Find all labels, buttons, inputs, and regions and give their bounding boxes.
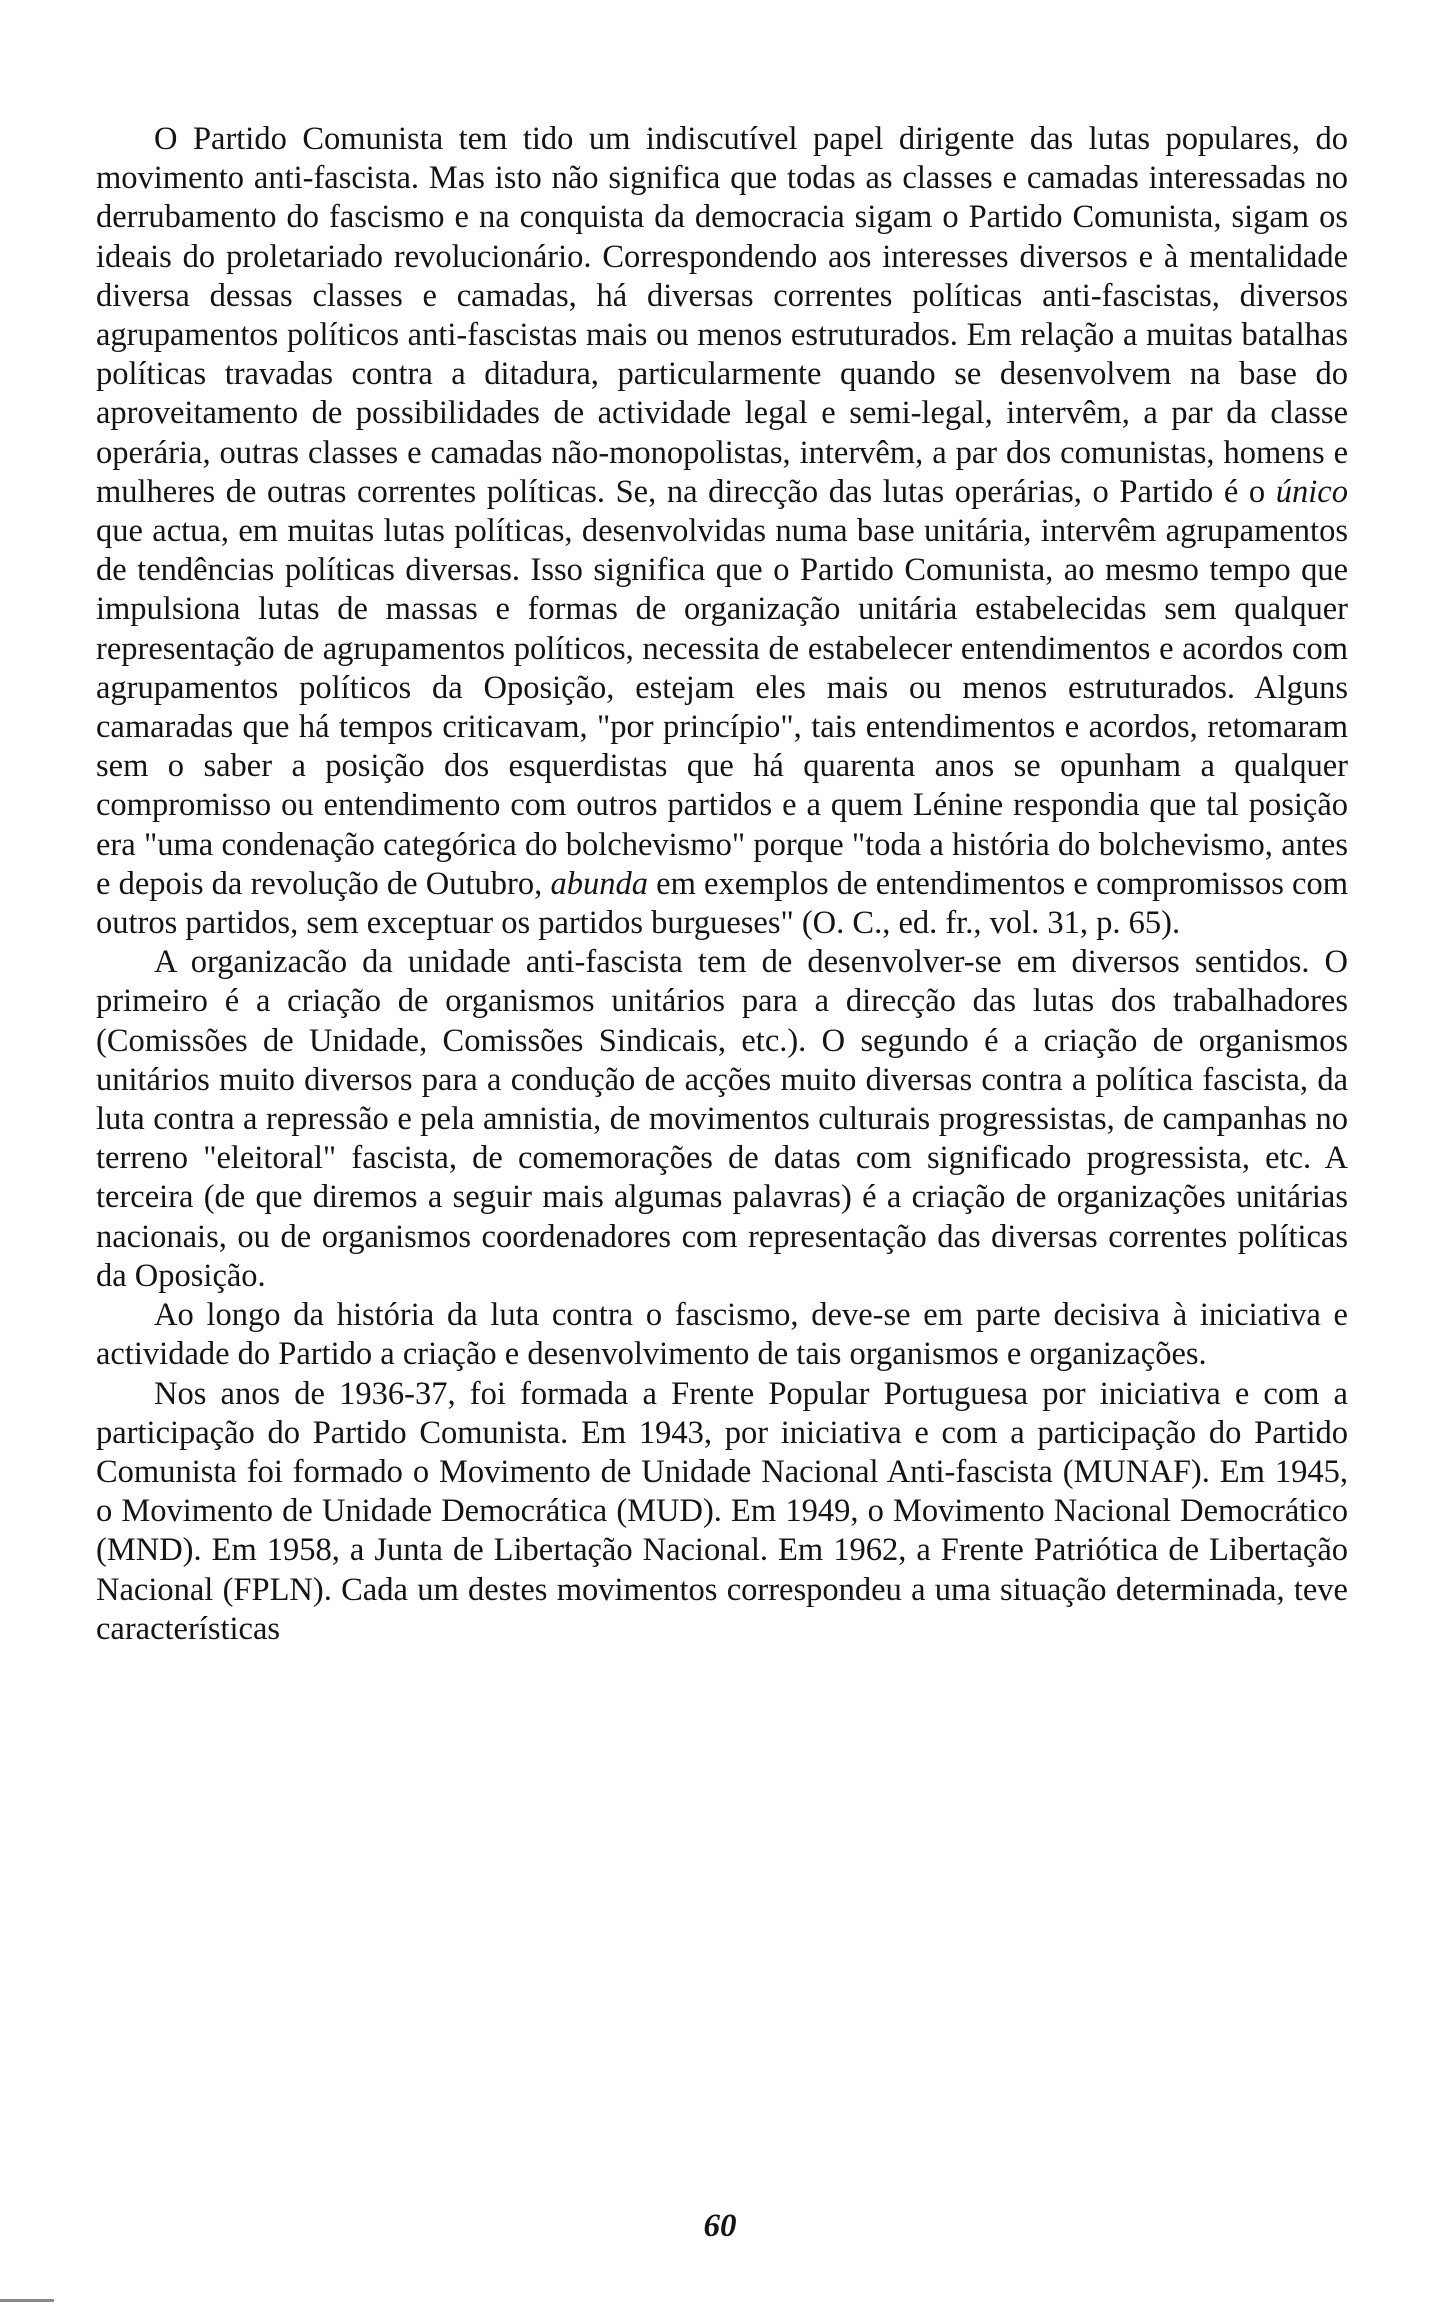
paragraph-3 [96,1296,1348,1374]
paragraph-1-italic-abunda: abunda [550,865,648,902]
paragraph-3-text: Ao longo da história da luta contra o fascismo, deve-se em parte decisiva à iniciativa e actividade do Partido a criação e desenvolvimento de tais organismos e organizações. [96,1297,1348,1373]
paragraph-1-text-continued: que actua, em muitas lutas políticas, desenvolvidas numa base unitária, intervêm agrupamentos de tendências políticas diversas. Isso significa que o Partido Comunista, ao mesmo tempo que impulsiona lutas de massas e formas de organização unitária estabelecidas sem qualquer representação de agrupamentos políticos, necessita de estabelecer entendimentos e acordos com agrupamentos políticos da Oposição, estejam eles mais ou menos estruturados. Alguns camaradas que há tempos criticavam, "por princípio", tais entendimentos e acordos, retomaram sem o saber a posição dos esquerdistas que há quarenta anos se opunham a qualquer compromisso ou entendimento com outros partidos e a quem Lénine respondia que tal posição era "uma condenação categórica do bolchevismo" porque "toda a história do bolchevismo, antes e depois da revolução de Outubro, [96,513,1348,902]
paragraph-2-text: A organizacão da unidade anti-fascista tem de desenvolver-se em diversos sentidos. O primeiro é a criação de organismos unitários para a direcção das lutas dos trabalhadores (Comissões de Unidade, Comissões Sindicais, etc.). O segundo é a criação de organismos unitários muito diversos para a condução de acções muito diversas contra a política fascista, da luta contra a repressão e pela amnistia, de movimentos culturais progressistas, de campanhas no terreno "eleitoral" fascista, de comemorações de datas com significado progressista, etc. A terceira (de que diremos a seguir mais algumas palavras) é a criação de organizações unitárias nacionais, ou de organismos coordenadores com representação das diversas correntes políticas da Oposição. [96,944,1348,1294]
scan-edge-mark [0,2299,54,2302]
paragraph-1 [96,120,1348,943]
paragraph-1-text-end: em exemplos de entendimentos e compromissos com outros partidos, sem exceptuar os partidos burgueses" (O. C., ed. fr., vol. 31, p. 65). [96,865,1349,942]
paragraph-4 [96,1375,1348,1649]
paragraph-1-text: O Partido Comunista tem tido um indiscutível papel dirigente das lutas populares, do movimento anti-fascista. Mas isto não significa que todas as classes e camadas interessadas no derrubamento do fascismo e na conquista da democracia sigam o Partido Comunista, sigam os ideais do proletariado revolucionário. Correspondendo aos interesses diversos e à mentalidade diversa dessas classes e camadas, há diversas correntes políticas anti-fascistas, diversos agrupamentos políticos anti-fascistas mais ou menos estruturados. Em relação a muitas batalhas políticas travadas contra a ditadura, particularmente quando se desenvolvem na base do aproveitamento de possibilidades de actividade legal e semi-legal, intervêm, a par da classe operária, outras classes e camadas não-monopolistas, intervêm, a par dos comunistas, homens e mulheres de outras correntes políticas. Se, na direcção das lutas operárias, o Partido é o [96,121,1348,510]
page-body [96,120,1348,2270]
paragraph-2 [96,943,1348,1296]
paragraph-1-italic-unico: único [1275,473,1348,510]
page-number: 60 [703,2208,737,2244]
paragraph-4-text: Nos anos de 1936-37, foi formada a Frente Popular Portuguesa por iniciativa e com a participação do Partido Comunista. Em 1943, por iniciativa e com a participação do Partido Comunista foi formado o Movimento de Unidade Nacional Anti-fascista (MUNAF). Em 1945, o Movimento de Unidade Democrática (MUD). Em 1949, o Movimento Nacional Democrático (MND). Em 1958, a Junta de Libertação Nacional. Em 1962, a Frente Patriótica de Libertação Nacional (FPLN). Cada um destes movimentos correspondeu a uma situação determinada, teve características [96,1375,1348,1647]
